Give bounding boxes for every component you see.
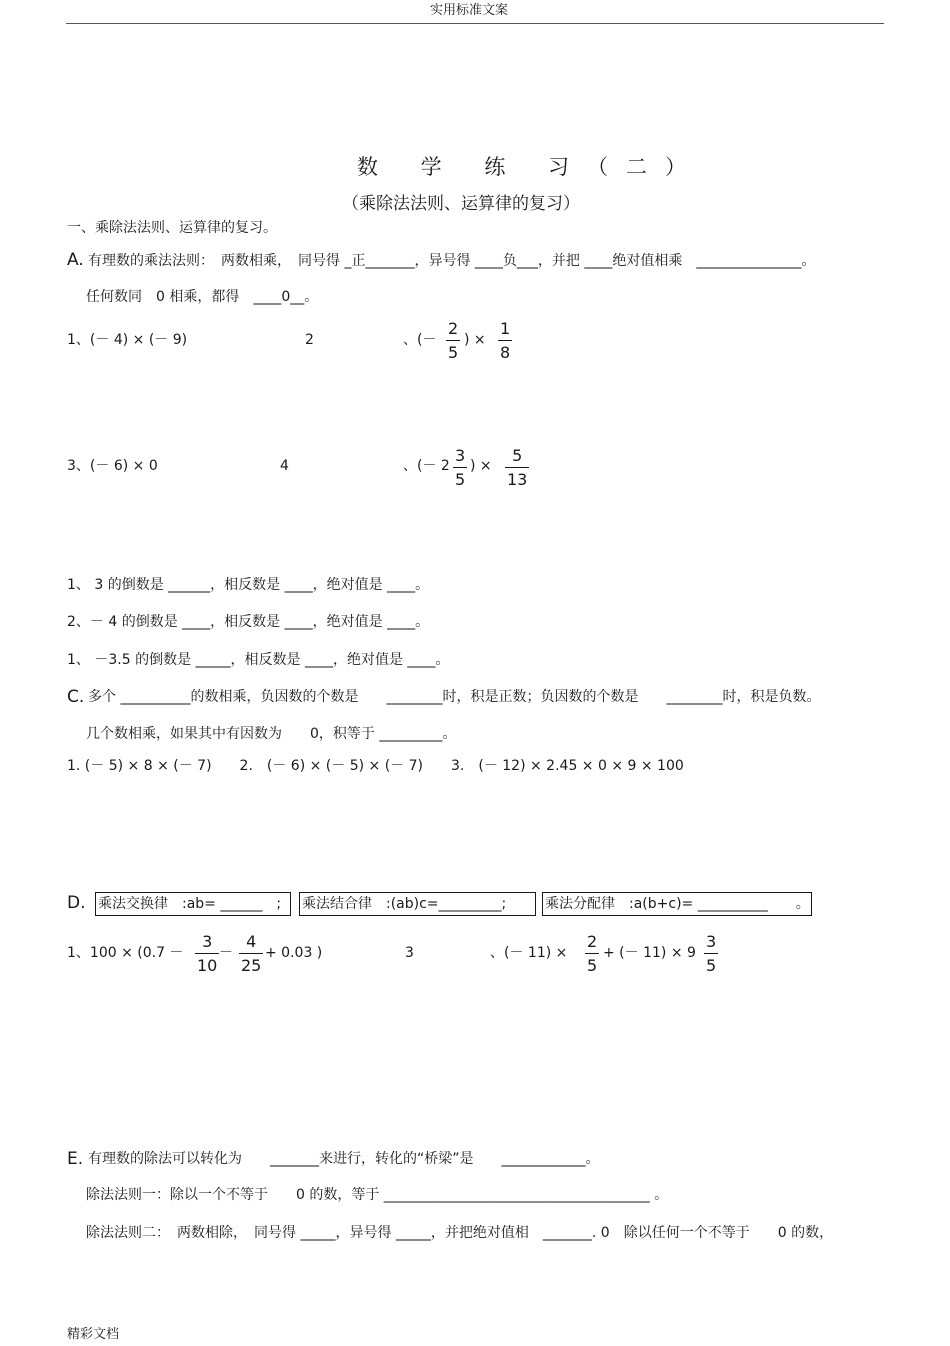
- fraction-numerator: 3: [455, 446, 466, 465]
- fraction-numerator: 4: [246, 932, 257, 951]
- sign-rule-line2: 几个数相乘，如果其中有因数为 0，积等于 _________。: [86, 726, 457, 742]
- problem-a1: 1、(－ 4) × (－ 9): [67, 332, 188, 348]
- fraction-denominator: 5: [706, 956, 717, 975]
- page-header: 实用标准文案: [430, 3, 509, 18]
- division-rule-line1: 有理数的除法可以转化为 _______来进行，转化的“桥梁”是 ____________。: [88, 1151, 600, 1167]
- fraction-a2-1: [446, 321, 460, 361]
- fraction-d1-2: [239, 934, 263, 974]
- fraction-bar: [195, 953, 219, 954]
- fraction-numerator: 2: [448, 319, 459, 338]
- reciprocal-question-3: 1、 －3.5 的倒数是 _____，相反数是 ____，绝对值是 ____。: [67, 652, 450, 668]
- fraction-denominator: 10: [197, 956, 218, 975]
- fraction-denominator: 8: [500, 343, 511, 362]
- page-title: 数 学 练 习（二）: [357, 155, 705, 179]
- fraction-bar: [505, 467, 529, 468]
- problem-d3-middle: + (－ 11) × 9: [603, 945, 696, 961]
- distributive-law-box: 乘法分配律 :a(b+c)= __________ 。: [542, 892, 812, 916]
- page-footer: 精彩文档: [67, 1327, 120, 1342]
- header-divider: [66, 23, 884, 24]
- fraction-a2-2: [498, 321, 512, 361]
- problem-a4-prefix: 、(－ 2: [403, 458, 450, 474]
- sign-rule-line1: 多个 __________的数相乘，负因数的个数是 ________时，积是正数；负因数的个数是 ________时，积是负数。: [88, 689, 821, 705]
- commutative-law-box: 乘法交换律 :ab= ______ ;: [95, 892, 291, 916]
- problem-a4-number: 4: [280, 458, 289, 474]
- fraction-bar: [585, 953, 599, 954]
- fraction-denominator: 13: [507, 470, 528, 489]
- problem-a2-middle: ) ×: [464, 332, 486, 348]
- division-rule-line3: 除法法则二： 两数相除， 同号得 _____，异号得 _____，并把绝对值相 _______. 0 除以任何一个不等于 0 的数，: [86, 1225, 834, 1241]
- problem-d1-prefix: 1、100 × (0.7 －: [67, 945, 184, 961]
- fraction-a4-2: [505, 448, 529, 488]
- problem-a4-middle: ) ×: [470, 458, 492, 474]
- fraction-bar: [239, 953, 263, 954]
- section-c-marker: C.: [67, 687, 85, 707]
- fraction-denominator: 5: [455, 470, 466, 489]
- fraction-numerator: 3: [202, 932, 213, 951]
- fraction-bar: [498, 340, 512, 341]
- fraction-bar: [704, 953, 718, 954]
- fraction-numerator: 3: [706, 932, 717, 951]
- fraction-denominator: 25: [241, 956, 262, 975]
- fraction-denominator: 5: [448, 343, 459, 362]
- associative-law-box: 乘法结合律 :(ab)c=_________;: [299, 892, 536, 916]
- fraction-d1-1: [195, 934, 219, 974]
- section-e-marker: E.: [67, 1149, 84, 1169]
- fraction-a4-1: [453, 448, 467, 488]
- section-a-marker: A.: [67, 250, 84, 270]
- fraction-denominator: 5: [587, 956, 598, 975]
- problem-d3-prefix: 、(－ 11) ×: [490, 945, 568, 961]
- problem-a3: 3、(－ 6) × 0: [67, 458, 158, 474]
- problem-d1-suffix: + 0.03 ): [265, 945, 323, 961]
- fraction-numerator: 2: [587, 932, 598, 951]
- fraction-bar: [453, 467, 467, 468]
- fraction-numerator: 5: [512, 446, 523, 465]
- reciprocal-question-2: 2、－ 4 的倒数是 ____，相反数是 ____，绝对值是 ____。: [67, 614, 430, 630]
- problem-d1-minus: －: [219, 945, 233, 961]
- section-heading: 一、乘除法法则、运算律的复习。: [67, 220, 277, 236]
- reciprocal-question-1: 1、 3 的倒数是 ______，相反数是 ____，绝对值是 ____。: [67, 577, 430, 593]
- section-d-marker: D.: [67, 893, 86, 913]
- fraction-numerator: 1: [500, 319, 511, 338]
- multiplication-rule-line1: 有理数的乘法法则： 两数相乘， 同号得 _正_______，异号得 ____负___，并把 ____绝对值相乘 _______________。: [88, 253, 816, 269]
- fraction-d3-2: [704, 934, 718, 974]
- problem-a2-number: 2: [305, 332, 314, 348]
- problem-a2-prefix: 、(－: [403, 332, 437, 348]
- problem-d3-number: 3: [405, 945, 414, 961]
- division-rule-line2: 除法法则一：除以一个不等于 0 的数，等于 ______________________________________ 。: [86, 1187, 669, 1203]
- fraction-bar: [446, 340, 460, 341]
- fraction-d3-1: [585, 934, 599, 974]
- multiplication-rule-line2: 任何数同 0 相乘，都得 ____0__。: [86, 289, 319, 305]
- page-subtitle: （乘除法法则、运算律的复习）: [342, 194, 580, 214]
- problems-c: 1. (－ 5) × 8 × (－ 7) 2. (－ 6) × (－ 5) × (－ 7) 3. (－ 12) × 2.45 × 0 × 9 × 100: [67, 758, 684, 774]
